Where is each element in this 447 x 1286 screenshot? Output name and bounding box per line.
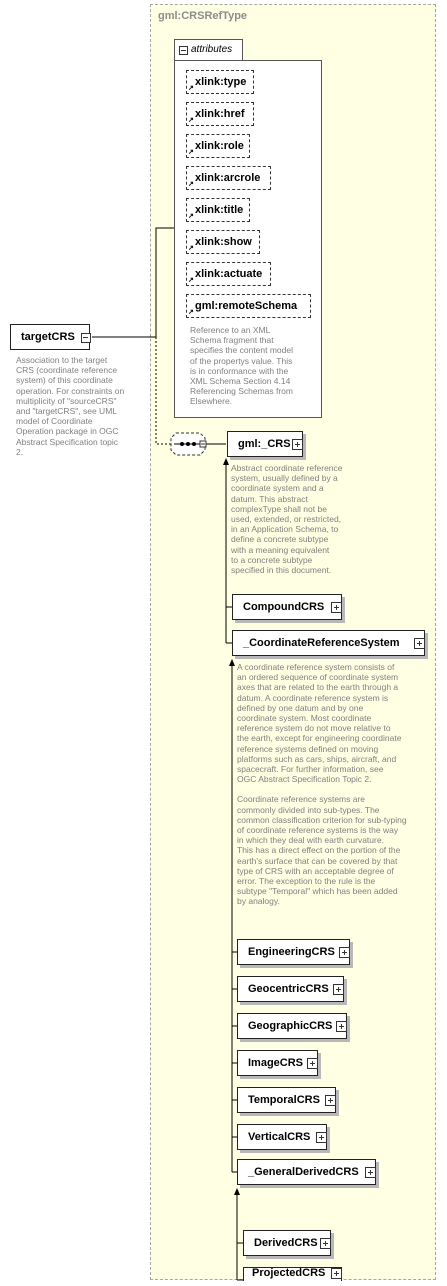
attribute-xlink-title[interactable]: [186, 198, 250, 222]
doc-line: type of CRS with an acceptable degree of: [237, 865, 394, 876]
doc-line: the earth, except for engineering coordinate: [237, 733, 402, 744]
expand-icon[interactable]: [365, 1167, 376, 1178]
attribute-xlink-actuate[interactable]: [186, 262, 271, 286]
doc-line: platforms such as cars, ships, aircraft, and: [237, 753, 397, 764]
doc-line: operation. For constraints on: [16, 385, 125, 396]
doc-line: to a concrete subtype: [231, 554, 313, 565]
attribute-label: xlink:title: [195, 204, 244, 216]
element-derivedcrs[interactable]: [243, 1230, 331, 1256]
doc-line: multiplicity of "sourceCRS": [16, 395, 117, 406]
attribute-label: xlink:role: [195, 140, 244, 152]
element-label: ProjectedCRS: [252, 1267, 326, 1279]
element-label: TemporalCRS: [248, 1094, 320, 1106]
doc-line: Elsewhere.: [190, 396, 233, 407]
doc-line: error. The exception to the rule is the: [237, 876, 376, 887]
attribute-label: xlink:arcrole: [195, 172, 261, 184]
doc-line: datum. This abstract: [231, 493, 308, 504]
element-projectedcrs[interactable]: [243, 1267, 342, 1281]
expand-icon[interactable]: [414, 638, 425, 649]
expand-icon[interactable]: [292, 439, 303, 450]
element-label: GeographicCRS: [248, 1020, 333, 1032]
element-engineeringcrs[interactable]: [237, 939, 350, 965]
doc-line: spacecraft. For further information, see: [237, 764, 384, 775]
attribute-icon: ↗: [188, 149, 194, 156]
element-label: ImageCRS: [248, 1057, 304, 1069]
doc-line: Coordinate reference systems are: [237, 794, 366, 805]
doc-line: system) of this coordinate: [16, 375, 113, 386]
gml-crs-doc: [231, 463, 343, 575]
doc-line: with a meaning equivalent: [231, 544, 330, 555]
element-geocentriccrs[interactable]: [237, 976, 344, 1002]
expand-icon[interactable]: [331, 602, 342, 613]
element-label: _GeneralDerivedCRS: [248, 1166, 359, 1178]
doc-line: is in conformance with the: [190, 365, 289, 376]
doc-line: define a concrete subtype: [231, 534, 329, 545]
expand-icon[interactable]: [333, 984, 344, 995]
doc-line: used, extended, or restricted,: [231, 514, 342, 525]
element-compoundcrs[interactable]: [232, 594, 342, 620]
doc-line: XML Schema Section 4.14: [190, 376, 291, 387]
element-label: _CoordinateReferenceSystem: [243, 637, 400, 649]
doc-line: axes that are related to the earth through a: [237, 682, 399, 693]
doc-line: coordinate system and a: [231, 483, 324, 494]
doc-line: and "targetCRS", see UML: [16, 406, 117, 417]
sequence-compositor-icon[interactable]: [170, 432, 210, 456]
doc-line: commonly divided into sub-types. The: [237, 804, 380, 815]
targetcrs-doc: [16, 355, 124, 457]
element-verticalcrs[interactable]: [237, 1124, 327, 1150]
doc-line: of coordinate reference systems is the way: [237, 825, 399, 836]
doc-line: reference systems defined on moving: [237, 743, 379, 754]
doc-line: specifies the content model: [190, 345, 294, 356]
doc-line: subtype "Temporal" which has been added: [237, 886, 398, 897]
element-label: GeocentricCRS: [248, 983, 329, 995]
collapse-icon[interactable]: [179, 46, 188, 55]
doc-line: Schema fragment that: [190, 335, 274, 346]
attribute-label: xlink:show: [195, 236, 252, 248]
attribute-label: gml:remoteSchema: [195, 300, 298, 312]
attribute-xlink-arcrole[interactable]: [186, 166, 271, 190]
expand-icon[interactable]: [325, 1095, 336, 1106]
doc-line: CRS (coordinate reference: [16, 365, 118, 376]
element-label: CompoundCRS: [243, 601, 325, 613]
attribute-icon: ↗: [188, 277, 194, 284]
attribute-icon: ↗: [188, 309, 194, 316]
attribute-label: xlink:href: [195, 108, 245, 120]
doc-line: datum. A coordinate reference system is: [237, 692, 389, 703]
doc-line: defined by one datum and by one: [237, 702, 364, 713]
element-imagecrs[interactable]: [237, 1050, 318, 1076]
doc-line: This has a direct effect on the portion of the: [237, 845, 401, 856]
expand-icon[interactable]: [307, 1058, 318, 1069]
attribute-xlink-href[interactable]: [186, 102, 254, 126]
attribute-xlink-show[interactable]: [186, 230, 260, 254]
element-temporalcrs[interactable]: [237, 1087, 336, 1113]
doc-line: by analogy.: [237, 896, 280, 907]
doc-line: in which they deal with earth curvature.: [237, 835, 384, 846]
doc-line: earth's surface that can be covered by that: [237, 855, 398, 866]
element-label: DerivedCRS: [254, 1237, 318, 1249]
expand-icon[interactable]: [339, 947, 350, 958]
coordinate-reference-system-doc: [237, 662, 407, 907]
root-element-targetcrs[interactable]: [10, 324, 90, 350]
doc-line: Referencing Schemas from: [190, 386, 293, 397]
element-label: targetCRS: [21, 331, 75, 343]
doc-line: 2.: [16, 446, 24, 457]
element-generalderivedcrs[interactable]: [237, 1159, 376, 1185]
element-label: gml:_CRS: [238, 438, 291, 450]
doc-line: system, usually defined by a: [231, 473, 338, 484]
doc-line: model of Coordinate: [16, 416, 93, 427]
doc-line: A coordinate reference system consists of: [237, 662, 395, 672]
expand-icon[interactable]: [336, 1021, 347, 1032]
doc-line: specified in this document.: [231, 565, 332, 576]
type-title: gml:CRSRefType: [158, 10, 248, 22]
element-geographiccrs[interactable]: [237, 1013, 347, 1039]
attribute-icon: ↗: [188, 245, 194, 252]
doc-line: in an Application Schema, to: [231, 524, 339, 535]
doc-line: complexType shall not be: [231, 503, 327, 514]
collapse-icon[interactable]: [81, 333, 91, 343]
doc-line: reference system do not move relative to: [237, 723, 391, 734]
doc-line: OGC Abstract Specification Topic 2.: [237, 774, 372, 785]
attributes-label: attributes: [191, 44, 233, 55]
attributes-tab[interactable]: [174, 39, 243, 61]
remote-schema-doc: [190, 325, 293, 407]
expand-icon[interactable]: [316, 1132, 327, 1143]
element-gml-crs[interactable]: [227, 431, 303, 457]
doc-line: coordinate system. Most coordinate: [237, 713, 372, 724]
doc-line: an ordered sequence of coordinate system: [237, 672, 399, 683]
attribute-gml-remoteschema[interactable]: [186, 294, 311, 318]
attribute-icon: ↗: [188, 117, 194, 124]
attribute-label: xlink:type: [195, 76, 247, 88]
attribute-icon: ↗: [188, 181, 194, 188]
expand-icon[interactable]: [331, 1268, 342, 1279]
doc-spacer: [237, 784, 407, 794]
doc-line: Abstract Specification topic: [16, 436, 119, 447]
doc-line: of the propertys value. This: [190, 355, 293, 366]
attribute-label: xlink:actuate: [195, 268, 263, 280]
doc-line: Operation package in OGC: [16, 426, 119, 437]
element-label: EngineeringCRS: [248, 946, 335, 958]
attribute-icon: ↗: [188, 213, 194, 220]
attribute-icon: ↗: [188, 85, 194, 92]
element-label: VerticalCRS: [248, 1131, 311, 1143]
expand-icon[interactable]: [320, 1238, 331, 1249]
doc-line: Association to the target: [16, 355, 108, 365]
element-coordinate-reference-system[interactable]: [232, 630, 425, 656]
doc-line: Reference to an XML: [190, 325, 271, 335]
doc-line: common classification criterion for sub-typing: [237, 814, 407, 825]
attribute-xlink-type[interactable]: [186, 70, 254, 94]
doc-line: Abstract coordinate reference: [231, 463, 343, 473]
attribute-xlink-role[interactable]: [186, 134, 250, 158]
